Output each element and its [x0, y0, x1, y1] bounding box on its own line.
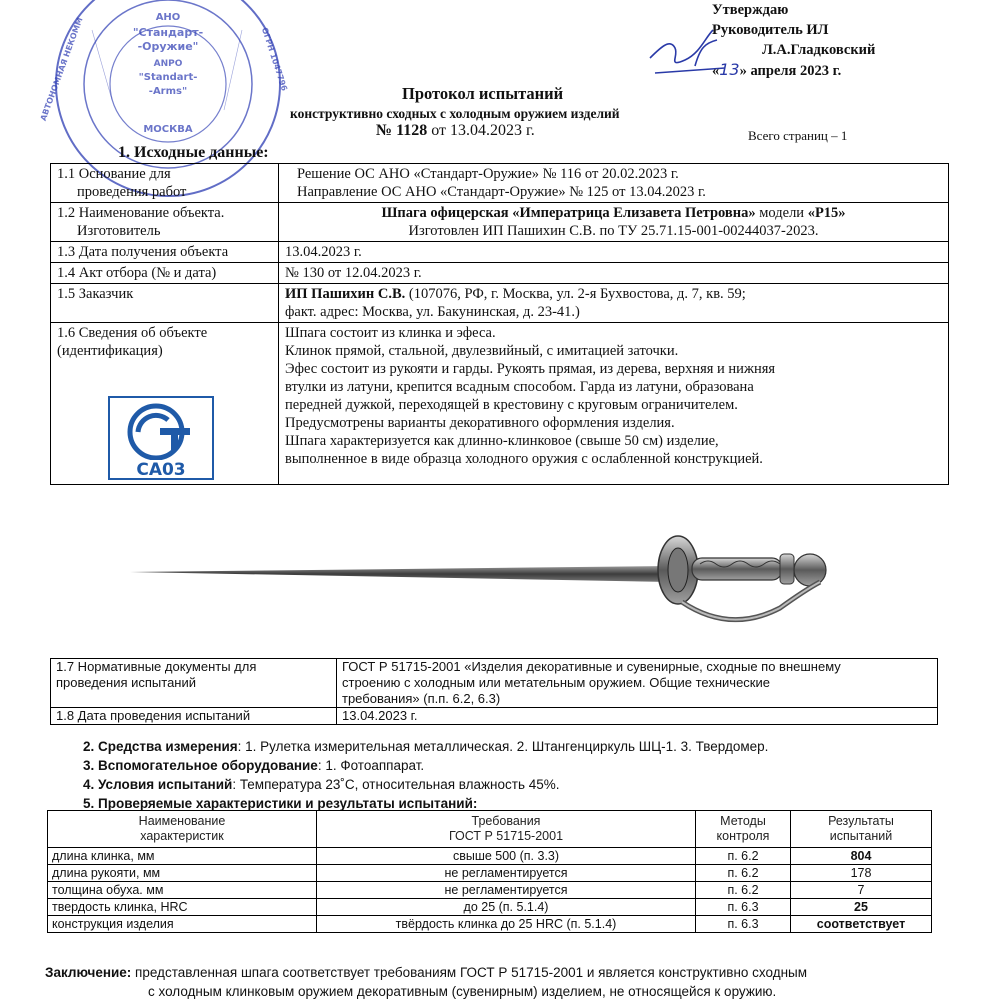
table-row: конструкция изделия твёрдость клинка до 25 HRC (п. 5.1.4) п. 6.3 соответствует — [48, 916, 932, 933]
section1-title: 1. Исходные данные: — [118, 144, 269, 161]
organization-seal — [38, 0, 289, 160]
table-row: 1.3 Дата получения объекта 13.04.2023 г. — [51, 242, 949, 263]
test-conditions — [83, 737, 768, 813]
svg-text:АНО: АНО — [155, 12, 181, 23]
table-header-row: Наименование характеристик Требования ГОСТ Р 51715-2001 Методы контроля Результаты испытаний — [48, 811, 932, 848]
document-number: № 1128 от 13.04.2023 г. — [376, 122, 535, 139]
table-row: толщина обуха. мм не регламентируется п. 6.2 7 — [48, 882, 932, 899]
sword-photo — [130, 524, 845, 642]
normative-table — [50, 658, 938, 725]
svg-text:"Стандарт-: "Стандарт- — [132, 26, 204, 39]
list-item: 3. Вспомогательное оборудование: 1. Фотоаппарат. — [83, 758, 425, 773]
approval-date: «13» апреля 2023 г. — [712, 60, 842, 79]
page-count: Всего страниц – 1 — [748, 128, 848, 143]
table-row: длина рукояти, мм не регламентируется п. 6.2 178 — [48, 865, 932, 882]
document-subtitle: конструктивно сходных с холодным оружием изделий — [290, 106, 620, 121]
approval-line1: Утверждаю — [712, 2, 789, 18]
list-item: 4. Условия испытаний: Температура 23˚С, относительная влажность 45%. — [83, 777, 560, 792]
approval-block — [712, 0, 1000, 81]
table-row: 1.5 Заказчик ИП Пашихин С.В. (107076, РФ, г. Москва, ул. 2-я Бухвостова, д. 7, кв. 59; факт. адрес: Москва, ул. Бакунинская, д. 23-41.) — [51, 284, 949, 323]
svg-text:"Standart-: "Standart- — [138, 72, 198, 83]
approval-line2: Руководитель ИЛ — [712, 22, 829, 38]
table-row: длина клинка, мм свыше 500 (п. 3.3) п. 6.2 804 — [48, 848, 932, 865]
conclusion: Заключение: представленная шпага соответствует требованиям ГОСТ Р 51715-2001 и является конструктивно сходным с холодным клинковым оружием декоративным (сувенирным) изделием, не относящейся к оружию. — [45, 965, 808, 999]
table-row: 1.4 Акт отбора (№ и дата) № 130 от 12.04.2023 г. — [51, 263, 949, 284]
certification-logo — [108, 396, 214, 480]
svg-text:ОГРН 1047796: ОГРН 1047796 — [259, 26, 289, 93]
approval-signer: Л.А.Гладковский — [762, 42, 876, 58]
results-table — [47, 810, 932, 933]
svg-text:-Arms": -Arms" — [148, 86, 188, 97]
conclusion-label: Заключение: — [45, 965, 132, 980]
svg-text:МОСКВА: МОСКВА — [143, 124, 193, 135]
logo-code: СА03 — [136, 460, 186, 480]
table-row: 1.6 Сведения об объекте (идентификация) Шпага состоит из клинка и эфеса. Клинок прямой, стальной, двулезвийный, с имитацией заточки. Эфес состоит из рукояти и гарды. Рукоять прямая, из дерева, верхняя и нижняя втулки из латуни, крепится всадным способом. Гарда из латуни, образована передней дужкой, переходящей в крестовину с круговым ограничителем. Предусмотрены варианты декоративного оформления изделия. Шпага характеризуется как длинно-клинковое (свыше 50 см) изделие, выполненное в виде образца холодного оружия с ослабленной конструкцией. — [51, 323, 949, 485]
svg-text:-Оружие": -Оружие" — [137, 40, 199, 53]
list-item: 2. Средства измерения: 1. Рулетка измерительная металлическая. 2. Штангенциркуль ШЦ-1. 3. Твердомер. — [83, 739, 769, 754]
table-row: 1.1 Основание для проведения работ Решение ОС АНО «Стандарт-Оружие» № 116 от 20.02.2023 г. Направление ОС АНО «Стандарт-Оружие» № 125 от 13.04.2023 г. — [51, 164, 949, 203]
table-row: 1.2 Наименование объекта. Изготовитель Шпага офицерская «Императрица Елизавета Петровна» модели «P15» Изготовлен ИП Пашихин С.В. по ТУ 25.71.15-001-00244037-2023. — [51, 203, 949, 242]
list-item: 5. Проверяемые характеристики и результаты испытаний: — [83, 796, 478, 811]
svg-text:ANPO: ANPO — [153, 59, 183, 69]
table-row: твердость клинка, HRC до 25 (п. 5.1.4) п. 6.3 25 — [48, 899, 932, 916]
svg-text:АВТОНОМНАЯ НЕКОММ: АВТОНОМНАЯ НЕКОММ — [38, 16, 85, 123]
document-title: Протокол испытаний — [402, 84, 564, 103]
table-row: 1.7 Нормативные документы для проведения испытаний ГОСТ Р 51715-2001 «Изделия декоративные и сувенирные, сходные по внешнему строению с холодным или метательным оружием. Общие технические требования» (п.п. 6.2, 6.3) — [51, 659, 938, 708]
approval-day: 13 — [719, 60, 740, 79]
table-row: 1.8 Дата проведения испытаний 13.04.2023 г. — [51, 708, 938, 725]
